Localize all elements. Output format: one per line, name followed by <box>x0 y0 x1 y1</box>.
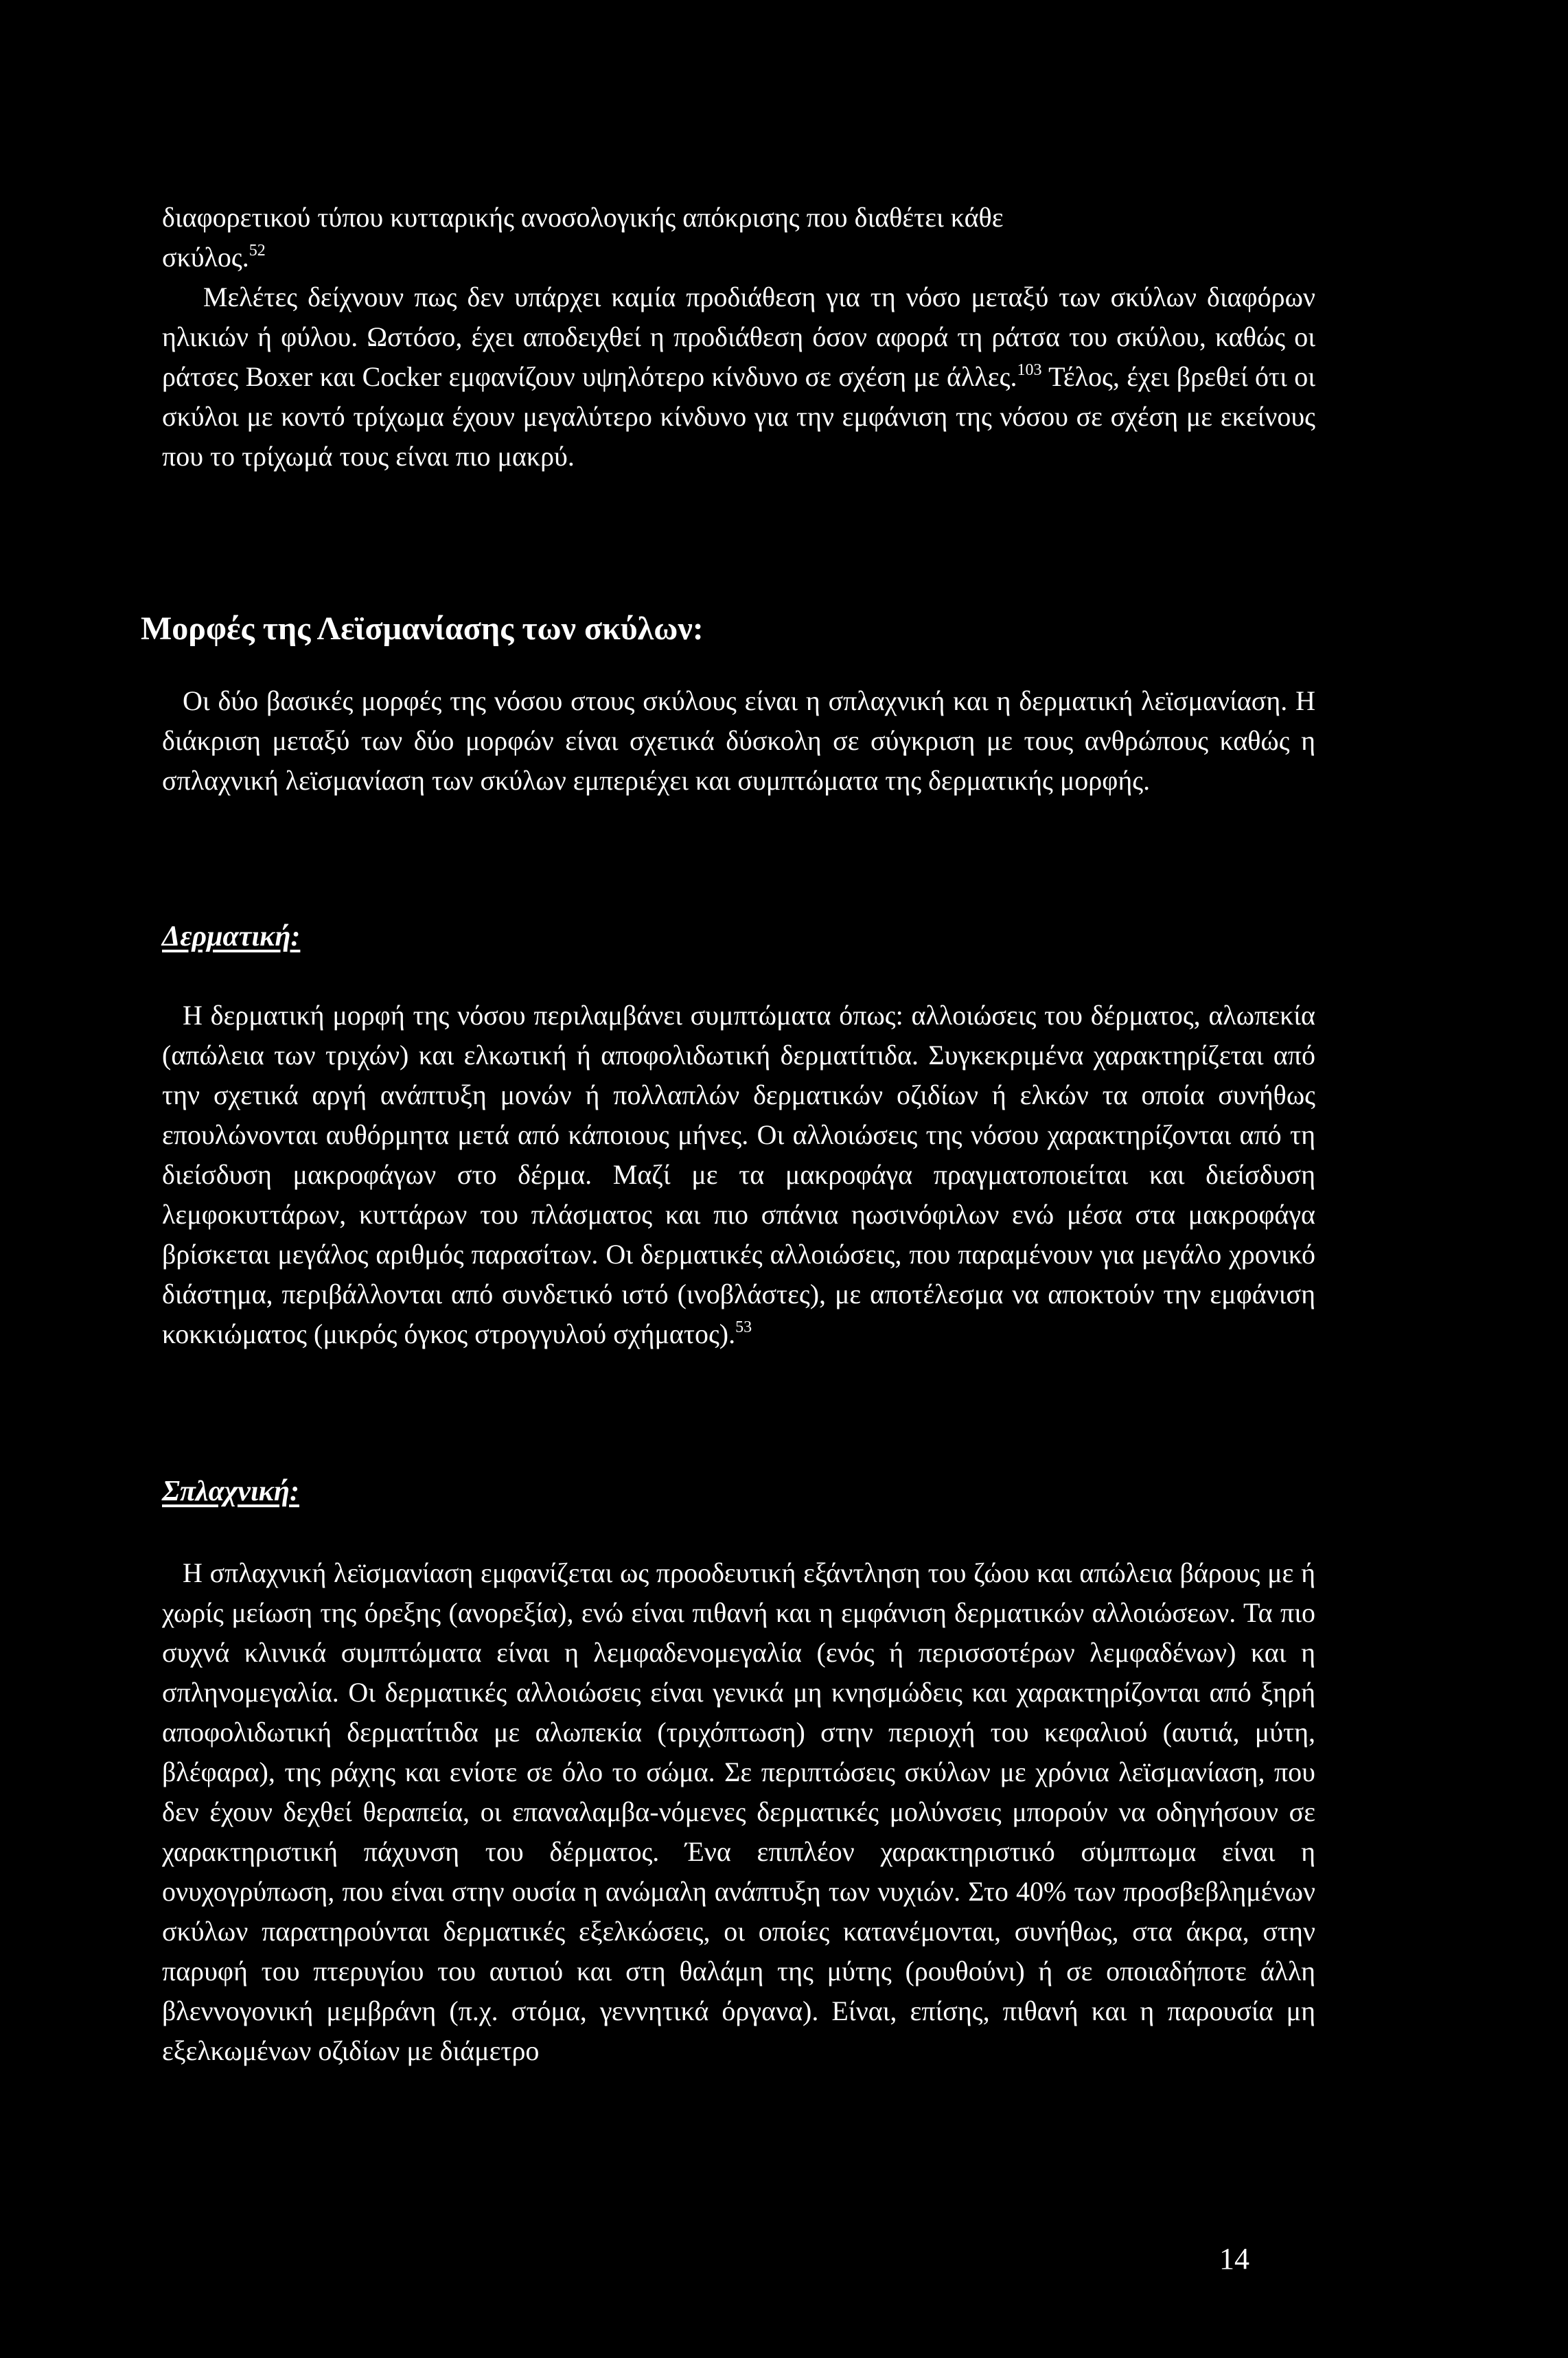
intro-line-1: διαφορετικού τύπου κυτταρικής ανοσολογικής απόκρισης που διαθέτει κάθε <box>162 202 1004 233</box>
visceral-heading: Σπλαχνική: <box>162 1476 299 1507</box>
footnote-ref-53: 53 <box>735 1318 752 1336</box>
footnote-ref-103: 103 <box>1017 361 1042 379</box>
intro-paragraph <box>162 198 1315 477</box>
predisposition-text: Μελέτες δείχνουν πως δεν υπάρχει καμία προδιάθεση για τη νόσο μεταξύ των σκύλων διαφόρων ηλικιών ή φύλου. Ωστόσο, έχει αποδειχθεί η προδιάθεση όσον αφορά τη ράτσα του σκύλου, καθώς οι ράτσες Boxer και Cocker εμφανίζουν υψηλότερο κίνδυνο σε σχέση με άλλες.$^{103}$ Τέλος, έχει βρεθεί ότι οι σκύλοι με κοντό τρίχωμα έχουν μεγαλύτερο κίνδυνο για την εμφάνιση της νόσου σε σχέση με εκείνους που το τρίχωμά τους είναι πιο μακρύ. <box>162 282 1316 472</box>
forms-intro-paragraph: Οι δύο βασικές μορφές της νόσου στους σκύλους είναι η σπλαχνική και η δερματική λεϊσμανίαση. Η διάκριση μεταξύ των δύο μορφών είναι σχετικά δύσκολη σε σύγκριση με τους ανθρώπους καθώς η σπλαχνική λεϊσμανίαση των σκύλων εμπεριέχει και συμπτώματα της δερματικής μορφής. <box>162 685 1315 796</box>
section-heading: Μορφές της Λεϊσμανίασης των σκύλων: <box>141 610 704 647</box>
visceral-paragraph: Η σπλαχνική λεϊσμανίαση εμφανίζεται ως προοδευτική εξάντληση του ζώου και απώλεια βάρους με ή χωρίς μείωση της όρεξης (ανορεξία), ενώ είναι πιθανή και η εμφάνιση δερματικών αλλοιώσεων. Τα πιο συχνά κλινικά συμπτώματα είναι η λεμφαδενομεγαλία (ενός ή περισσοτέρων λεμφαδένων) και η σπληνομεγαλία. Οι δερματικές αλλοιώσεις είναι γενικά μη κνησμώδεις και χαρακτηρίζονται από ξηρή αποφολιδωτική δερματίτιδα με αλωπεκία (τριχόπτωση) στην περιοχή του κεφαλιού (αυτιά, μύτη, βλέφαρα), της ράχης και ενίοτε σε όλο το σώμα. Σε περιπτώσεις σκύλων με χρόνια λεϊσμανίαση, που δεν έχουν δεχθεί θεραπεία, οι επαναλαμβα-νόμενες δερματικές μολύνσεις μπορούν να οδηγήσουν σε χαρακτηριστική πάχυνση του δέρματος. Ένα επιπλέον χαρακτηριστικό σύμπτωμα είναι η ονυχογρύπωση, που είναι στην ουσία η ανώμαλη ανάπτυξη των νυχιών. Στο 40% των προσβεβλημένων σκύλων παρατηρούνται δερματικές εξελκώσεις, οι οποίες κατανέμονται, συνήθως, στα άκρα, στην παρυφή του πτερυγίου του αυτιού και στη θαλάμη της μύτης (ρουθούνι) ή σε οποιαδήποτε άλλη βλεννογονική μεμβράνη (π.χ. στόμα, γεννητικά όργανα). Είναι, επίσης, πιθανή και η παρουσία μη εξελκωμένων οζιδίων με διάμετρο <box>162 1557 1315 2066</box>
dermal-paragraph: Η δερματική μορφή της νόσου περιλαμβάνει συμπτώματα όπως: αλλοιώσεις του δέρματος, αλωπεκία (απώλεια των τριχών) και ελκωτική ή αποφολιδωτική δερματίτιδα. Συγκεκριμένα χαρακτηρίζεται από την σχετικά αργή ανάπτυξη μονών ή πολλαπλών δερματικών οζιδίων ή ελκών τα οποία συνήθως επουλώνονται αυθόρμητα μετά από κάποιους μήνες. Οι αλλοιώσεις της νόσου χαρακτηρίζονται από τη διείσδυση μακροφάγων στο δέρμα. Μαζί με τα μακροφάγα πραγματοποιείται και διείσδυση λεμφοκυττάρων, κυττάρων του πλάσματος και πιο σπάνια ηωσινόφιλων ενώ μέσα στα μακροφάγα βρίσκεται μεγάλος αριθμός παρασίτων. Οι δερματικές αλλοιώσεις, που παραμένουν για μεγάλο χρονικό διάστημα, περιβάλλονται από συνδετικό ιστό (ινοβλάστες), με αποτέλεσμα να αποκτούν την εμφάνιση κοκκιώματος (μικρός όγκος στρογγυλού σχήματος).$^{53}$ <box>162 1000 1315 1349</box>
footnote-ref-52: 52 <box>249 242 266 260</box>
page-number: 14 <box>1219 2242 1249 2276</box>
intro-line-2: σκύλος. <box>162 242 249 273</box>
dermal-heading: Δερματική: <box>162 921 301 952</box>
